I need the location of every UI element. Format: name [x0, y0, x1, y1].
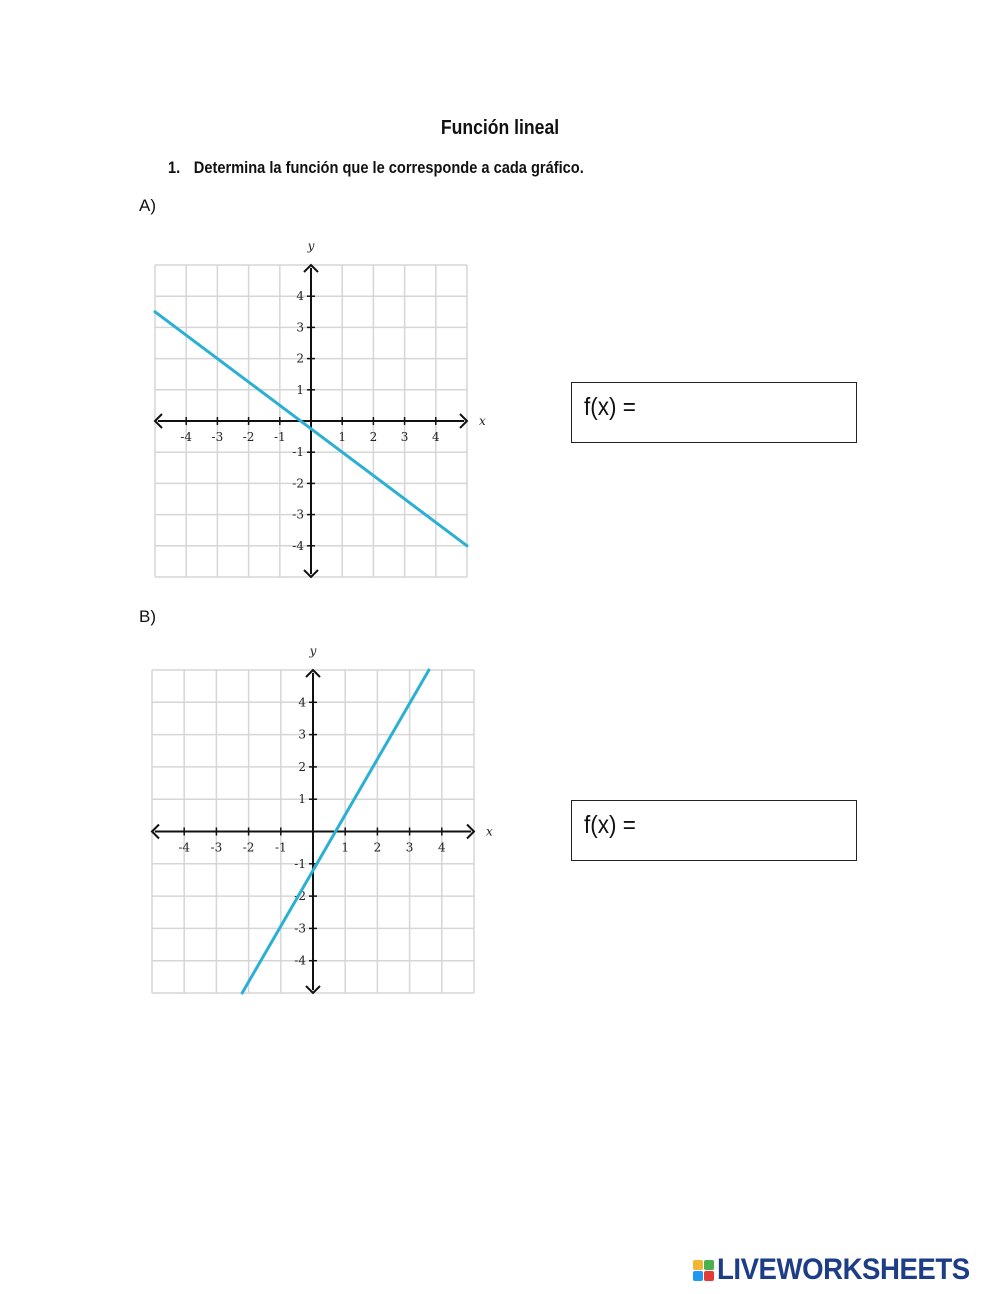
y-tick-label: 4: [296, 289, 304, 304]
x-tick-label: -3: [210, 840, 223, 855]
question-text: Determina la función que le corresponde a cada gráfico.: [193, 158, 584, 177]
x-tick-label: -3: [211, 430, 224, 444]
question-1: [168, 158, 584, 178]
y-tick-label: 3: [296, 320, 304, 335]
logo-mark-icon: [693, 1260, 714, 1281]
answer-label-b: f(x) =: [584, 811, 636, 839]
y-tick-label: 4: [298, 695, 306, 710]
x-tick-label: 1: [341, 840, 350, 855]
y-tick-label: -2: [294, 889, 306, 904]
page-title: Función lineal: [440, 117, 560, 139]
x-tick-label: 3: [400, 430, 409, 444]
answer-label-a: f(x) =: [584, 393, 636, 421]
y-tick-label: -3: [292, 507, 304, 522]
answer-box-b: [571, 800, 857, 861]
logo-mark-square: [704, 1260, 714, 1270]
x-axis-label: x: [486, 824, 493, 839]
y-tick-label: -3: [294, 921, 306, 936]
x-tick-label: -2: [242, 430, 255, 444]
y-tick-label: 3: [298, 727, 306, 742]
y-axis-label: y: [309, 644, 317, 658]
question-number: 1.: [168, 158, 181, 177]
y-axis-label: y: [307, 239, 315, 253]
y-tick-label: 2: [296, 351, 304, 366]
logo-mark-square: [693, 1271, 703, 1281]
y-tick-label: 1: [296, 382, 304, 397]
logo-text: LIVEWORKSHEETS: [717, 1253, 970, 1286]
graph-a: [150, 235, 495, 580]
x-tick-label: -4: [180, 430, 193, 444]
answer-input-a[interactable]: [646, 397, 840, 425]
logo-mark-square: [693, 1260, 703, 1270]
part-b-label: B): [139, 607, 156, 626]
x-tick-label: -4: [178, 840, 191, 855]
x-axis-label: x: [479, 414, 486, 428]
x-tick-label: 3: [405, 840, 414, 855]
answer-input-b[interactable]: [646, 815, 840, 843]
y-tick-label: -4: [292, 538, 304, 553]
y-tick-label: -2: [292, 476, 304, 491]
x-tick-label: 2: [369, 430, 378, 444]
part-a-label: A): [139, 196, 156, 215]
x-tick-label: -1: [274, 840, 287, 855]
y-tick-label: 1: [298, 792, 306, 807]
x-tick-label: 1: [338, 430, 347, 444]
x-tick-label: 4: [437, 840, 446, 855]
liveworksheets-logo: [693, 1252, 992, 1288]
graph-b: [148, 640, 498, 997]
x-tick-label: 2: [373, 840, 382, 855]
x-tick-label: 4: [431, 430, 440, 444]
logo-mark-square: [704, 1271, 714, 1281]
y-tick-label: -1: [294, 856, 306, 871]
y-tick-label: -4: [294, 953, 306, 968]
x-tick-label: -1: [273, 430, 286, 444]
answer-box-a: [571, 382, 857, 443]
y-tick-label: 2: [298, 759, 306, 774]
y-tick-label: -1: [292, 445, 304, 460]
x-tick-label: -2: [242, 840, 255, 855]
